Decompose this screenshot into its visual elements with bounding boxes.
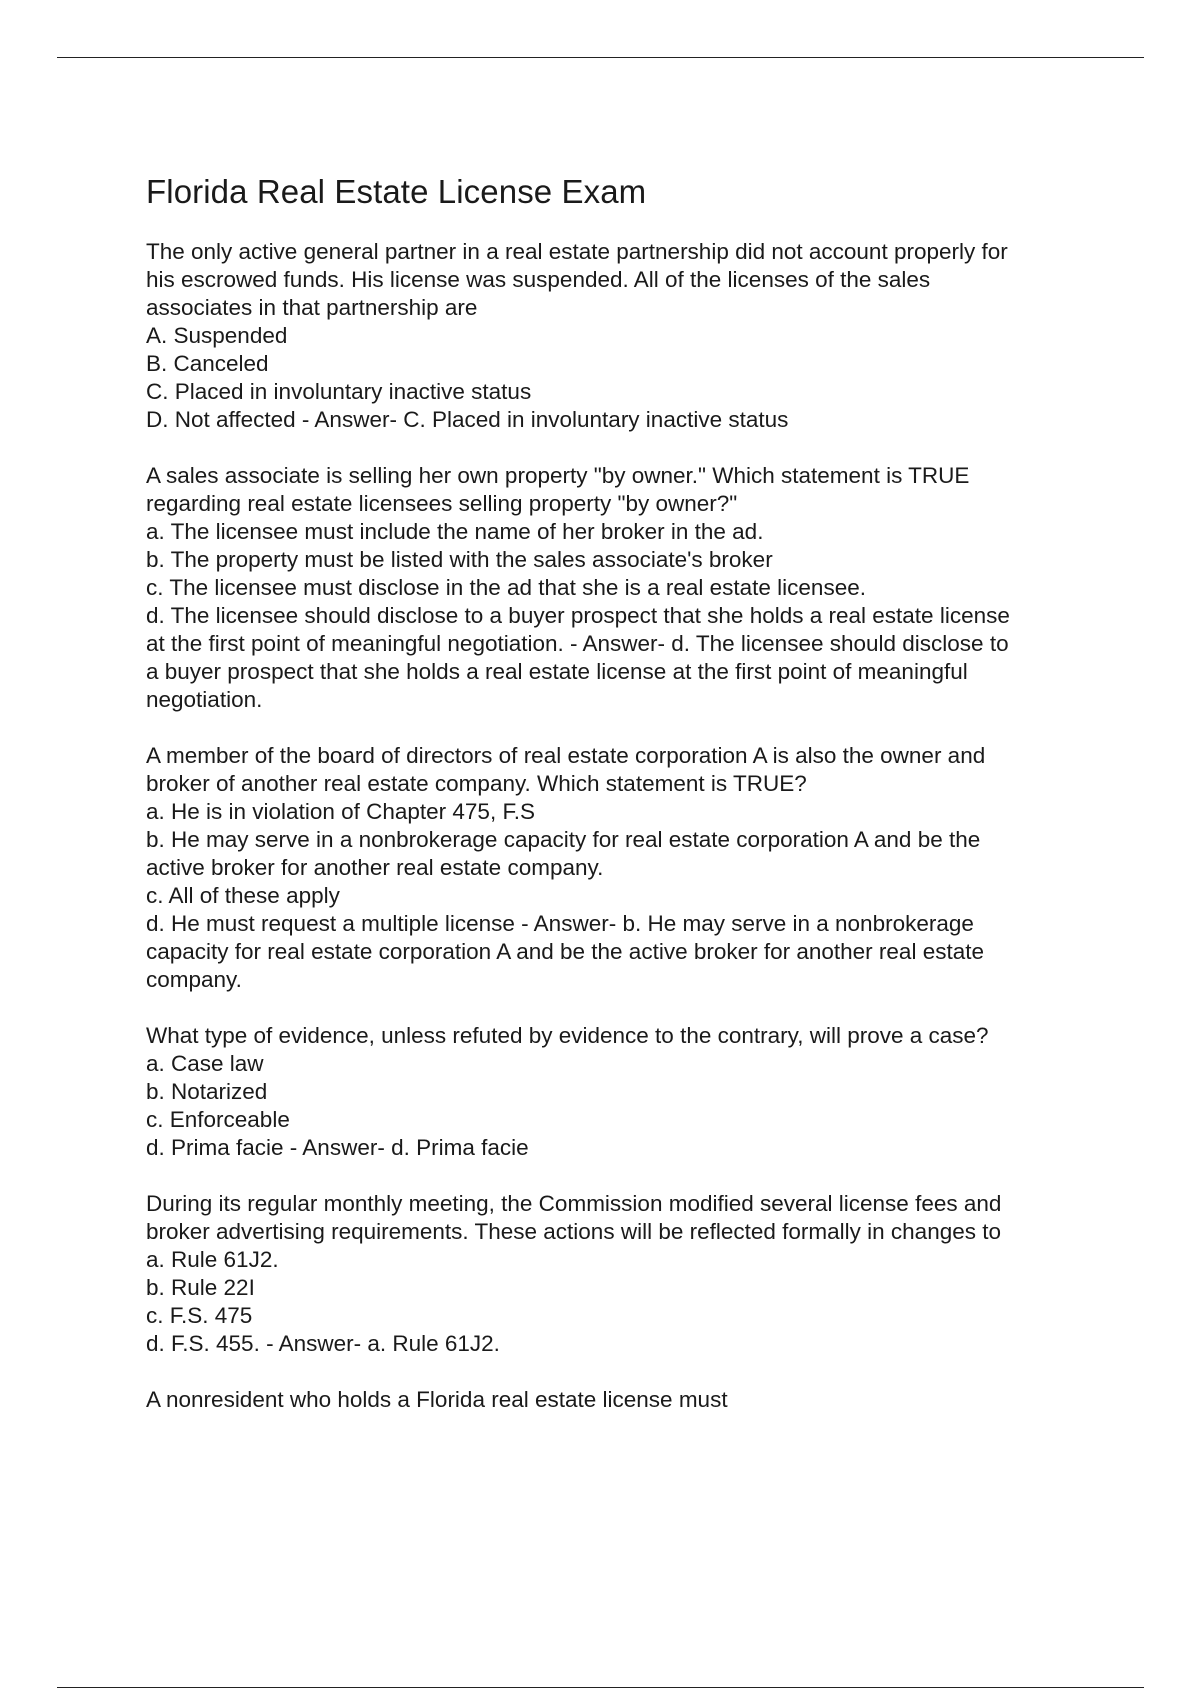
question-text-line: b. Rule 22I <box>146 1275 255 1300</box>
question-text-line: c. F.S. 475 <box>146 1303 253 1328</box>
question-text-line: C. Placed in involuntary inactive status <box>146 379 532 404</box>
question-text-line: b. Notarized <box>146 1079 268 1104</box>
question-text-line: A. Suspended <box>146 323 288 348</box>
question-text-line: capacity for real estate corporation A and be the active broker for another real estate <box>146 939 984 964</box>
question-text-line: A nonresident who holds a Florida real estate license must <box>146 1387 728 1412</box>
question-text-line: a. Rule 61J2. <box>146 1247 279 1272</box>
question-text-line: d. The licensee should disclose to a buyer prospect that she holds a real estate license <box>146 603 1010 628</box>
question-text-line: b. He may serve in a nonbrokerage capacity for real estate corporation A and be the <box>146 827 981 852</box>
question-block <box>146 1190 1086 1358</box>
question-text-line: What type of evidence, unless refuted by evidence to the contrary, will prove a case? <box>146 1023 989 1048</box>
top-rule <box>57 57 1144 58</box>
question-text-line: a buyer prospect that she holds a real estate license at the first point of meaningful <box>146 659 968 684</box>
question-text-line: b. The property must be listed with the sales associate's broker <box>146 547 773 572</box>
bottom-rule <box>57 1687 1144 1688</box>
question-text-line: During its regular monthly meeting, the Commission modified several license fees and <box>146 1191 1002 1216</box>
question-text-line: his escrowed funds. His license was suspended. All of the licenses of the sales <box>146 267 931 292</box>
question-list <box>146 238 1086 1414</box>
question-text-line: negotiation. <box>146 687 263 712</box>
question-block <box>146 238 1086 434</box>
question-text-line: broker advertising requirements. These actions will be reflected formally in changes to <box>146 1219 1001 1244</box>
question-text-line: a. He is in violation of Chapter 475, F.S <box>146 799 535 824</box>
question-text-line: d. He must request a multiple license - Answer- b. He may serve in a nonbrokerage <box>146 911 974 936</box>
question-text-line: regarding real estate licensees selling property "by owner?" <box>146 491 738 516</box>
question-text-line: d. Prima facie - Answer- d. Prima facie <box>146 1135 529 1160</box>
question-block <box>146 462 1086 714</box>
document-body <box>146 172 1086 1442</box>
question-text-line: c. Enforceable <box>146 1107 290 1132</box>
question-text-line: company. <box>146 967 242 992</box>
question-text-line: at the first point of meaningful negotiation. - Answer- d. The licensee should disclose to <box>146 631 1009 656</box>
question-text-line: active broker for another real estate company. <box>146 855 604 880</box>
question-text-line: D. Not affected - Answer- C. Placed in involuntary inactive status <box>146 407 789 432</box>
question-text-line: B. Canceled <box>146 351 269 376</box>
question-text-line: c. All of these apply <box>146 883 340 908</box>
question-text-line: associates in that partnership are <box>146 295 478 320</box>
question-text-line: A sales associate is selling her own property "by owner." Which statement is TRUE <box>146 463 970 488</box>
question-block <box>146 1022 1086 1162</box>
question-text-line: The only active general partner in a real estate partnership did not account properly for <box>146 239 1008 264</box>
question-block <box>146 742 1086 994</box>
question-text-line: d. F.S. 455. - Answer- a. Rule 61J2. <box>146 1331 500 1356</box>
page-title: Florida Real Estate License Exam <box>146 173 647 210</box>
question-text-line: a. Case law <box>146 1051 264 1076</box>
question-text-line: a. The licensee must include the name of her broker in the ad. <box>146 519 764 544</box>
question-text-line: A member of the board of directors of real estate corporation A is also the owner and <box>146 743 986 768</box>
question-block <box>146 1386 1086 1414</box>
question-text-line: c. The licensee must disclose in the ad that she is a real estate licensee. <box>146 575 866 600</box>
question-text-line: broker of another real estate company. Which statement is TRUE? <box>146 771 807 796</box>
